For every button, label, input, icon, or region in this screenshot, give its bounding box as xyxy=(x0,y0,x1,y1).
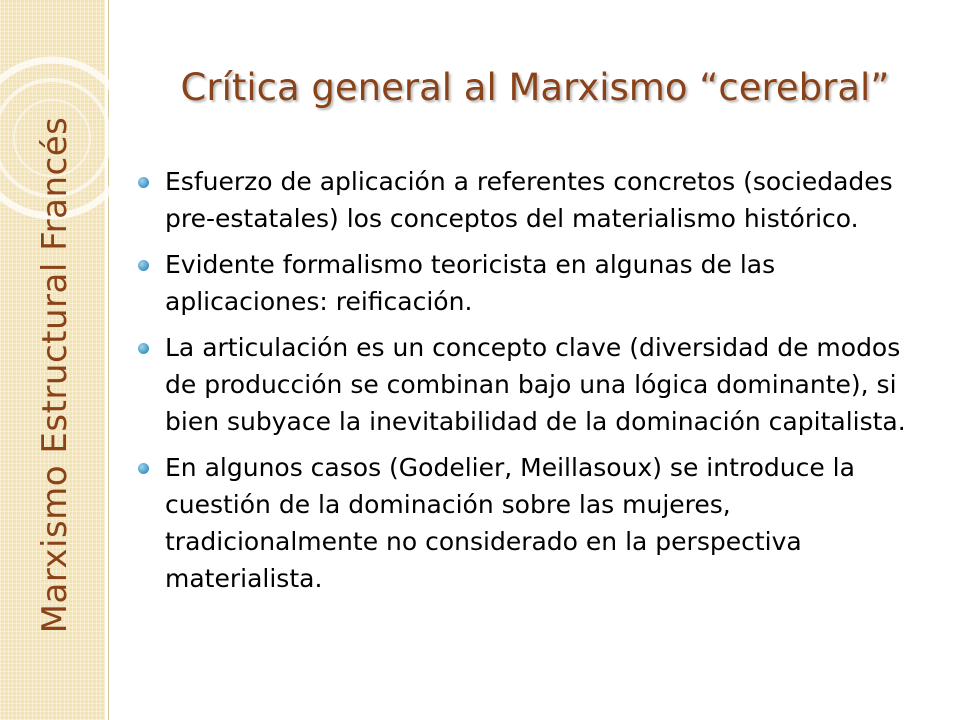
bullet-item xyxy=(165,329,925,440)
bullet-text: Evidente formalismo teoricista en algunas de las aplicaciones: reificación. xyxy=(165,250,776,316)
bullet-text: Esfuerzo de aplicación a referentes concretos (sociedades pre-estatales) los conceptos del materialismo histórico. xyxy=(165,167,893,233)
bullet-text: La articulación es un concepto clave (diversidad de modos de producción se combinan bajo una lógica dominante), si bien subyace la inevitabilidad de la dominación capitalista. xyxy=(165,333,906,436)
side-title: Marxismo Estructural Francés xyxy=(35,116,75,634)
decorative-rings xyxy=(0,0,160,240)
bullet-dot-icon xyxy=(138,463,149,474)
bullet-dot-icon xyxy=(138,260,149,271)
bullet-list xyxy=(165,163,925,606)
slide-title: Crítica general al Marxismo “cerebral” xyxy=(180,66,890,109)
bullet-text: En algunos casos (Godelier, Meillasoux) se introduce la cuestión de la dominación sobre las mujeres, tradicionalmente no considerado en la perspectiva materialista. xyxy=(165,453,855,593)
bullet-item xyxy=(165,449,925,597)
bullet-dot-icon xyxy=(138,177,149,188)
bullet-item xyxy=(165,246,925,320)
bullet-item xyxy=(165,163,925,237)
bullet-dot-icon xyxy=(138,343,149,354)
